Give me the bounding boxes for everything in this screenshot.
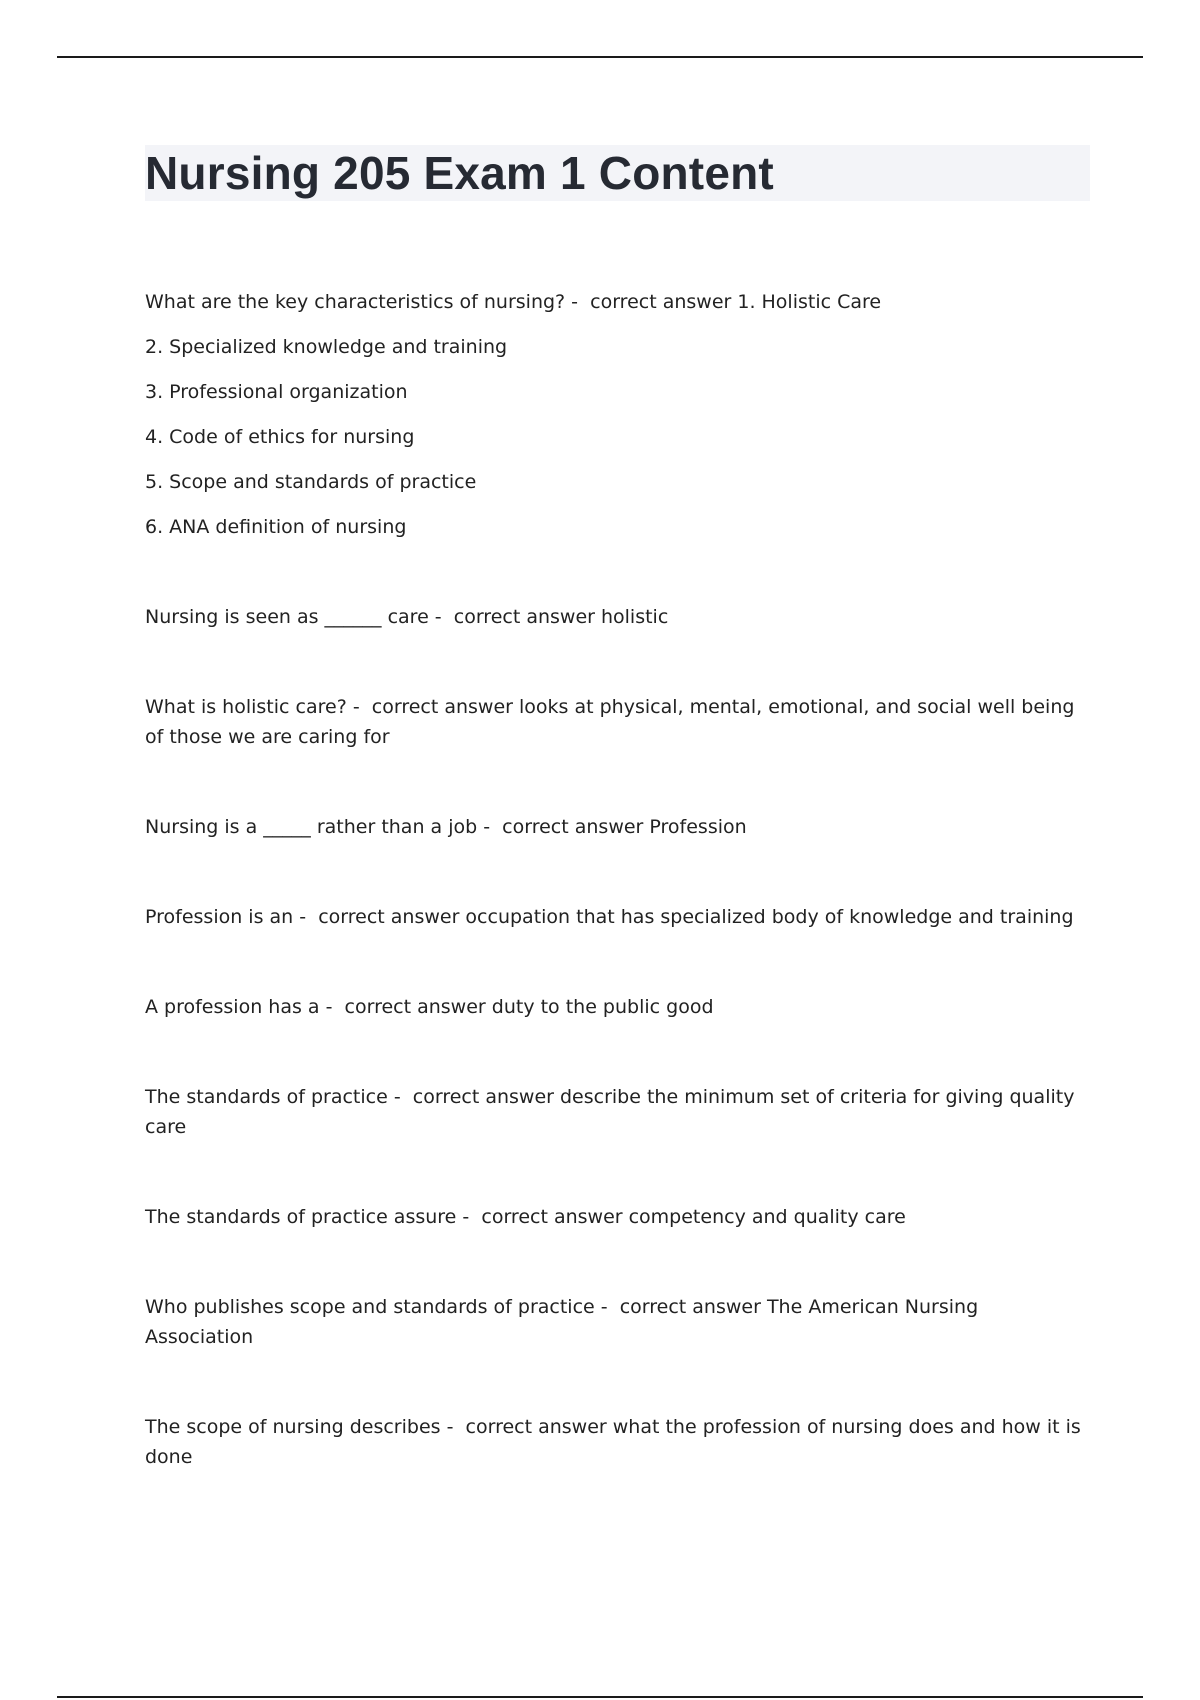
answer-list-item: 6. ANA definition of nursing — [145, 516, 407, 538]
separator: - — [428, 606, 454, 628]
page-title: Nursing 205 Exam 1 Content — [145, 147, 774, 199]
qa-item — [145, 902, 1090, 932]
qa-item — [145, 992, 1090, 1022]
separator: - — [477, 816, 503, 838]
separator: - — [456, 1206, 482, 1228]
qa-item — [145, 1412, 1090, 1472]
footer-rule — [57, 1696, 1143, 1698]
answer-text: correct answer looks at physical, mental, emotional, and social well being of those we are caring for — [145, 696, 1075, 748]
qa-item — [145, 812, 1090, 842]
question-text: What is holistic care? — [145, 696, 347, 718]
answer-text: correct answer holistic — [453, 606, 669, 628]
answer-text: correct answer what the profession of nursing does and how it is done — [145, 1416, 1081, 1468]
separator: - — [293, 906, 319, 928]
question-text: Nursing is seen as ______ care — [145, 606, 429, 628]
qa-list — [145, 287, 1090, 1472]
answer-list-item: 2. Specialized knowledge and training — [145, 336, 508, 358]
question-text: A profession has a — [145, 996, 320, 1018]
qa-item — [145, 692, 1090, 752]
answer-list-item: 4. Code of ethics for nursing — [145, 426, 415, 448]
question-text: Who publishes scope and standards of practice — [145, 1296, 595, 1318]
separator: - — [594, 1296, 620, 1318]
answer-list-item: 5. Scope and standards of practice — [145, 471, 477, 493]
question-text: What are the key characteristics of nursing? — [145, 291, 566, 313]
answer-text: correct answer duty to the public good — [344, 996, 714, 1018]
title-band — [145, 145, 1090, 201]
document-body — [145, 145, 1090, 1532]
question-text: The standards of practice — [145, 1086, 388, 1108]
answer-text: correct answer occupation that has specialized body of knowledge and training — [318, 906, 1074, 928]
answer-text: correct answer 1. Holistic Care — [590, 291, 882, 313]
separator: - — [565, 291, 591, 313]
qa-item — [145, 1202, 1090, 1232]
question-text: Profession is an — [145, 906, 294, 928]
qa-item — [145, 287, 1090, 542]
answer-text: correct answer describe the minimum set of criteria for giving quality care — [145, 1086, 1075, 1138]
qa-line — [145, 287, 1090, 317]
separator: - — [387, 1086, 413, 1108]
answer-list-item: 3. Professional organization — [145, 381, 408, 403]
answer-text: correct answer Profession — [502, 816, 747, 838]
question-text: The scope of nursing describes — [145, 1416, 441, 1438]
qa-item — [145, 1082, 1090, 1142]
answer-text: correct answer competency and quality care — [481, 1206, 906, 1228]
separator: - — [346, 696, 372, 718]
answer-text: correct answer The American Nursing Association — [145, 1296, 979, 1348]
header-rule — [57, 56, 1143, 58]
question-text: The standards of practice assure — [145, 1206, 457, 1228]
qa-item — [145, 1292, 1090, 1352]
question-text: Nursing is a _____ rather than a job — [145, 816, 478, 838]
separator: - — [440, 1416, 466, 1438]
separator: - — [319, 996, 345, 1018]
qa-item — [145, 602, 1090, 632]
